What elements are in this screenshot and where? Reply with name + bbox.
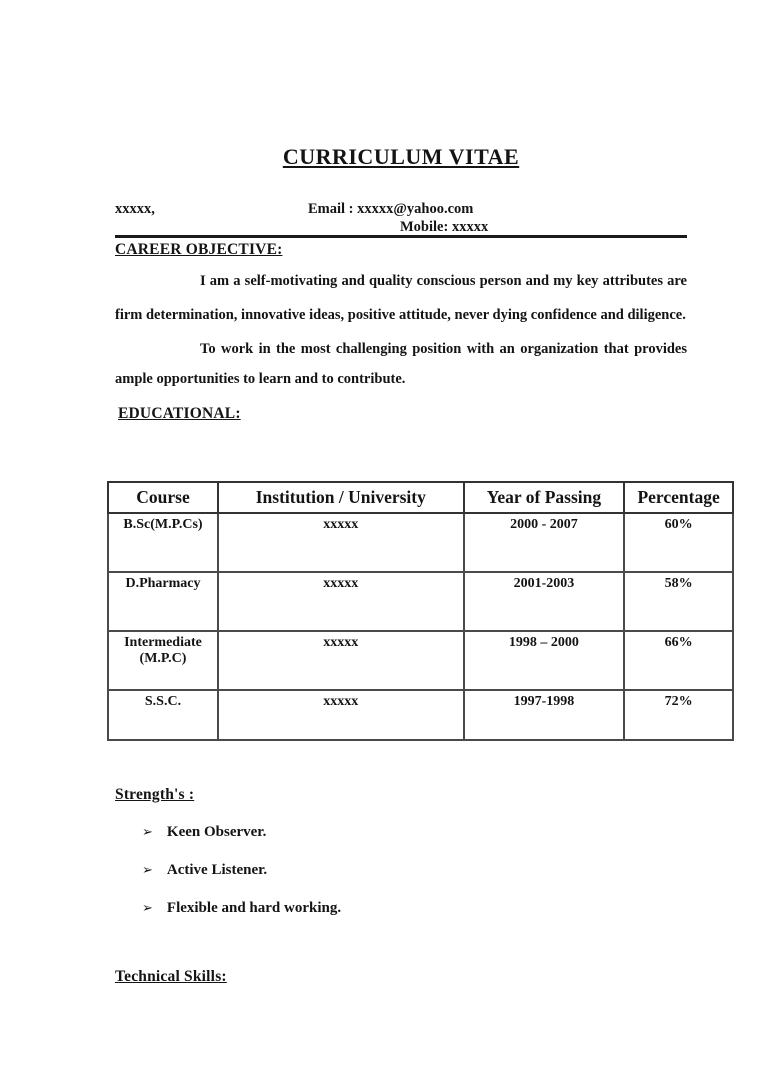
cell-year: 2000 - 2007 [464, 513, 625, 572]
table-row [108, 513, 733, 572]
list-item [142, 824, 266, 841]
objective-paragraph2-line2: ample opportunities to learn and to contribute. [115, 371, 406, 387]
table-row [108, 690, 733, 740]
strengths-heading: Strength's : [115, 786, 195, 803]
strength-item-label: Active Listener. [166, 862, 268, 878]
mobile-line: Mobile: xxxxx [400, 219, 489, 235]
document-title: CURRICULUM VITAE [282, 144, 520, 169]
applicant-name: xxxxx, [115, 201, 155, 217]
cell-year: 1998 – 2000 [464, 631, 625, 690]
cell-course: D.Pharmacy [108, 572, 218, 631]
cell-percentage: 60% [624, 513, 733, 572]
cell-institution: xxxxx [218, 631, 464, 690]
educational-heading: EDUCATIONAL: [118, 405, 241, 422]
objective-paragraph1-line2: firm determination, innovative ideas, positive attitude, never dying confidence and diligence. [115, 307, 686, 323]
cell-year: 2001-2003 [464, 572, 625, 631]
column-header-year: Year of Passing [464, 482, 625, 513]
cell-course: S.S.C. [108, 690, 218, 740]
column-header-institution: Institution / University [218, 482, 464, 513]
cell-course: Intermediate (M.P.C) [108, 631, 218, 690]
email-line: Email : xxxxx@yahoo.com [308, 201, 474, 217]
career-objective-heading: CAREER OBJECTIVE: [115, 241, 283, 258]
list-item [142, 862, 267, 879]
cell-course: B.Sc(M.P.Cs) [108, 513, 218, 572]
column-header-course: Course [108, 482, 218, 513]
cell-percentage: 66% [624, 631, 733, 690]
table-row [108, 572, 733, 631]
objective-paragraph2-line1: To work in the most challenging position with an organization that provides [200, 341, 687, 357]
objective-paragraph1-line1: I am a self-motivating and quality conscious person and my key attributes are [200, 273, 687, 289]
technical-skills-heading: Technical Skills: [115, 968, 227, 985]
cell-year: 1997-1998 [464, 690, 625, 740]
arrowhead-bullet-icon: ➢ [142, 825, 153, 840]
cell-institution: xxxxx [218, 513, 464, 572]
table-row [108, 631, 733, 690]
arrowhead-bullet-icon: ➢ [142, 901, 153, 916]
header-divider-rule [115, 235, 687, 238]
cell-institution: xxxxx [218, 572, 464, 631]
education-table-header-row [108, 482, 733, 513]
cell-percentage: 58% [624, 572, 733, 631]
strength-item-label: Keen Observer. [166, 824, 267, 840]
list-item [142, 900, 341, 917]
column-header-percentage: Percentage [624, 482, 733, 513]
strength-item-label: Flexible and hard working. [166, 900, 342, 916]
education-table [107, 481, 734, 741]
cell-institution: xxxxx [218, 690, 464, 740]
cell-percentage: 72% [624, 690, 733, 740]
arrowhead-bullet-icon: ➢ [142, 863, 153, 878]
